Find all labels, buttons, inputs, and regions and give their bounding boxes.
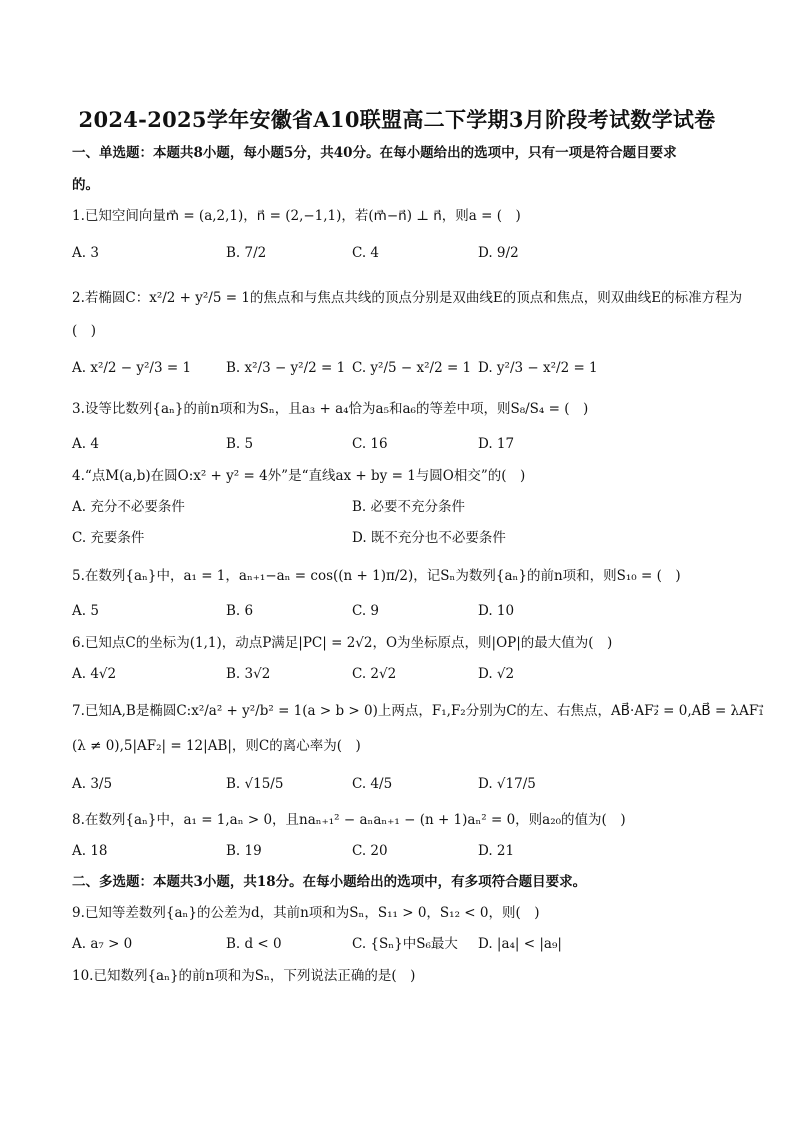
q5-option-b: B. 6 [226,603,254,619]
q9-option-b: B. d < 0 [226,936,282,952]
q1-option-b: B. 7/2 [226,245,267,261]
q5-option-a: A. 5 [72,603,99,619]
q7-option-d: D. √17/5 [478,776,536,792]
section1-heading-cont: 的。 [72,177,99,193]
q6-option-c: C. 2√2 [352,666,397,682]
q5-option-d: D. 10 [478,603,515,619]
section2-heading: 二、多选题：本题共3小题，共18分。在每小题给出的选项中，有多项符合题目要求。 [72,874,587,890]
question-6-stem: 6.已知点C的坐标为(1,1)，动点P满足|PC| = 2√2，O为坐标原点，则|OP|的最大值为( ) [72,635,613,651]
q5-option-c: C. 9 [352,603,380,619]
q4-option-c: C. 充要条件 [72,530,145,546]
q4-option-d: D. 既不充分也不必要条件 [352,530,506,546]
q7-option-c: C. 4/5 [352,776,393,792]
q9-option-d: D. |a₄| < |a₉| [478,936,562,952]
q3-option-a: A. 4 [72,436,99,452]
question-5-stem: 5.在数列{aₙ}中，a₁ = 1，aₙ₊₁−aₙ = cos((n + 1)π/2)，记Sₙ为数列{aₙ}的前n项和，则S₁₀ = ( ) [72,568,681,584]
q3-option-d: D. 17 [478,436,515,452]
q2-option-d: D. y²/3 − x²/2 = 1 [478,360,598,376]
q2-option-b: B. x²/3 − y²/2 = 1 [226,360,346,376]
q7-option-b: B. √15/5 [226,776,284,792]
q9-option-a: A. a₇ > 0 [72,936,133,952]
q6-option-d: D. √2 [478,666,515,682]
page-title: 2024-2025学年安徽省A10联盟高二下学期3月阶段考试数学试卷 [78,107,716,132]
q1-option-d: D. 9/2 [478,245,519,261]
q8-option-d: D. 21 [478,843,515,859]
q4-option-a: A. 充分不必要条件 [72,499,185,515]
q8-option-c: C. 20 [352,843,388,859]
q4-option-b: B. 必要不充分条件 [352,499,466,515]
q6-option-a: A. 4√2 [72,666,117,682]
q1-option-c: C. 4 [352,245,380,261]
q3-option-b: B. 5 [226,436,254,452]
section1-heading: 一、单选题：本题共8小题，每小题5分，共40分。在每小题给出的选项中，只有一项是符合题目要求 [72,145,677,161]
q3-option-c: C. 16 [352,436,388,452]
question-1-stem: 1.已知空间向量m⃗ = (a,2,1)，n⃗ = (2,−1,1)，若(m⃗−n⃗) ⊥ n⃗，则a = ( ) [72,208,521,224]
q7-option-a: A. 3/5 [72,776,113,792]
question-3-stem: 3.设等比数列{aₙ}的前n项和为Sₙ，且a₃ + a₄恰为a₅和a₆的等差中项，则S₈/S₄ = ( ) [72,401,589,417]
question-7-stem-cont: (λ ≠ 0),5|AF₂| = 12|AB|，则C的离心率为( ) [72,738,361,754]
q8-option-a: A. 18 [72,843,108,859]
q9-option-c: C. {Sₙ}中S₆最大 [352,936,458,952]
q8-option-b: B. 19 [226,843,262,859]
question-4-stem: 4.“点M(a,b)在圆O:x² + y² = 4外”是“直线ax + by = 1与圆O相交”的( ) [72,468,526,484]
q6-option-b: B. 3√2 [226,666,271,682]
q1-option-a: A. 3 [72,245,99,261]
question-2-stem: 2.若椭圆C：x²/2 + y²/5 = 1的焦点和与焦点共线的顶点分别是双曲线E的顶点和焦点，则双曲线E的标准方程为 [72,290,743,306]
question-7-stem: 7.已知A,B是椭圆C:x²/a² + y²/b² = 1(a > b > 0)上两点，F₁,F₂分别为C的左、右焦点，AB⃗·AF₂⃗ = 0,AB⃗ = λAF₁⃗ [72,703,764,719]
question-2-stem-cont: ( ) [72,323,97,339]
q2-option-c: C. y²/5 − x²/2 = 1 [352,360,472,376]
q2-option-a: A. x²/2 − y²/3 = 1 [72,360,192,376]
question-8-stem: 8.在数列{aₙ}中，a₁ = 1,aₙ > 0，且naₙ₊₁² − aₙaₙ₊₁ − (n + 1)aₙ² = 0，则a₂₀的值为( ) [72,812,626,828]
question-10-stem: 10.已知数列{aₙ}的前n项和为Sₙ，下列说法正确的是( ) [72,968,416,984]
question-9-stem: 9.已知等差数列{aₙ}的公差为d，其前n项和为Sₙ，S₁₁ > 0，S₁₂ < 0，则( ) [72,905,540,921]
